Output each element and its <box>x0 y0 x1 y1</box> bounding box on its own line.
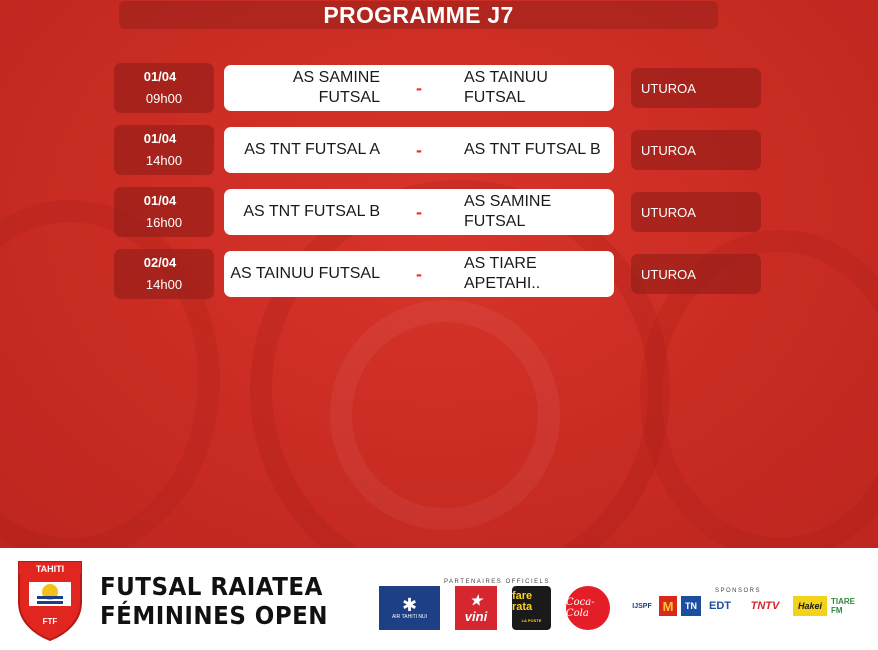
partners-label: PARTENAIRES OFFICIELS <box>444 579 550 585</box>
hakei-logo <box>793 596 827 616</box>
sponsor-footer <box>0 548 878 650</box>
away-team: AS TAINUU FUTSAL <box>464 69 548 106</box>
ijspf-logo <box>630 596 654 616</box>
tiare-fm-logo <box>831 596 867 616</box>
match-row <box>0 125 878 175</box>
match-row <box>0 187 878 237</box>
event-title-line1: FUTSAL RAIATEA <box>100 572 323 601</box>
match-card <box>224 189 614 235</box>
match-row <box>0 249 878 299</box>
match-datetime <box>114 125 214 175</box>
tahiti-nui-logo <box>681 596 701 616</box>
sponsor-name: Hakei <box>797 601 823 611</box>
event-title-line2: FÉMININES OPEN <box>100 601 329 630</box>
match-time: 16h00 <box>145 215 183 230</box>
page-title: PROGRAMME J7 <box>323 1 514 28</box>
match-separator: - <box>416 77 422 98</box>
match-venue: UTUROA <box>631 130 761 170</box>
match-time: 14h00 <box>145 277 183 292</box>
federation-crest-icon <box>15 558 85 642</box>
home-team: AS TAINUU FUTSAL <box>230 265 380 282</box>
vini-star-icon: ★ <box>469 592 483 608</box>
match-datetime <box>114 249 214 299</box>
home-team: AS SAMINE FUTSAL <box>292 69 380 106</box>
event-title <box>100 572 328 630</box>
partner-subtitle: LA POSTE <box>521 617 542 623</box>
coca-cola-logo <box>566 586 610 630</box>
match-time: 14h00 <box>145 153 183 168</box>
sponsor-name: TNTV <box>750 600 780 612</box>
match-time: 09h00 <box>145 91 183 106</box>
match-date: 01/04 <box>143 193 177 208</box>
away-team: AS TIARE APETAHI.. <box>464 255 541 292</box>
match-date: 01/04 <box>143 69 177 84</box>
vini-logo <box>455 586 497 630</box>
edt-logo <box>704 596 736 616</box>
home-team: AS TNT FUTSAL A <box>244 141 380 158</box>
sponsors-label: SPONSORS <box>715 588 762 594</box>
crest-bottom-text: FTF <box>42 617 58 626</box>
mcdonalds-logo <box>659 596 677 616</box>
crest-top-text: TAHITI <box>35 564 65 574</box>
match-separator: - <box>416 263 422 284</box>
match-date: 02/04 <box>143 255 177 270</box>
sponsor-name: TN <box>685 601 697 611</box>
background-pattern <box>330 300 560 530</box>
away-team: AS SAMINE FUTSAL <box>464 193 552 230</box>
home-team: AS TNT FUTSAL B <box>243 203 380 220</box>
match-date: 01/04 <box>143 131 177 146</box>
sponsor-name: TIARE FM <box>831 597 855 615</box>
partner-name: Coca-Cola <box>566 597 595 619</box>
match-venue: UTUROA <box>631 68 761 108</box>
tntv-logo <box>742 596 788 616</box>
fare-rata-logo <box>512 586 551 630</box>
match-row <box>0 63 878 113</box>
match-card <box>224 251 614 297</box>
match-separator: - <box>416 139 422 160</box>
partner-name: AIR TAHITI NUI <box>391 614 428 620</box>
match-venue: UTUROA <box>631 254 761 294</box>
sponsor-name: M <box>662 598 674 614</box>
partner-name: fare rata <box>512 589 533 613</box>
partner-name: vini <box>464 609 488 624</box>
title-bar <box>119 1 718 29</box>
match-datetime <box>114 187 214 237</box>
match-card <box>224 127 614 173</box>
match-card <box>224 65 614 111</box>
sponsor-name: EDT <box>709 600 731 612</box>
match-separator: - <box>416 201 422 222</box>
away-team: AS TNT FUTSAL B <box>464 141 601 158</box>
air-tahiti-nui-logo <box>379 586 440 630</box>
match-datetime <box>114 63 214 113</box>
match-venue: UTUROA <box>631 192 761 232</box>
tiare-flower-icon: ✱ <box>401 595 418 615</box>
sponsor-name: IJSPF <box>632 602 652 610</box>
